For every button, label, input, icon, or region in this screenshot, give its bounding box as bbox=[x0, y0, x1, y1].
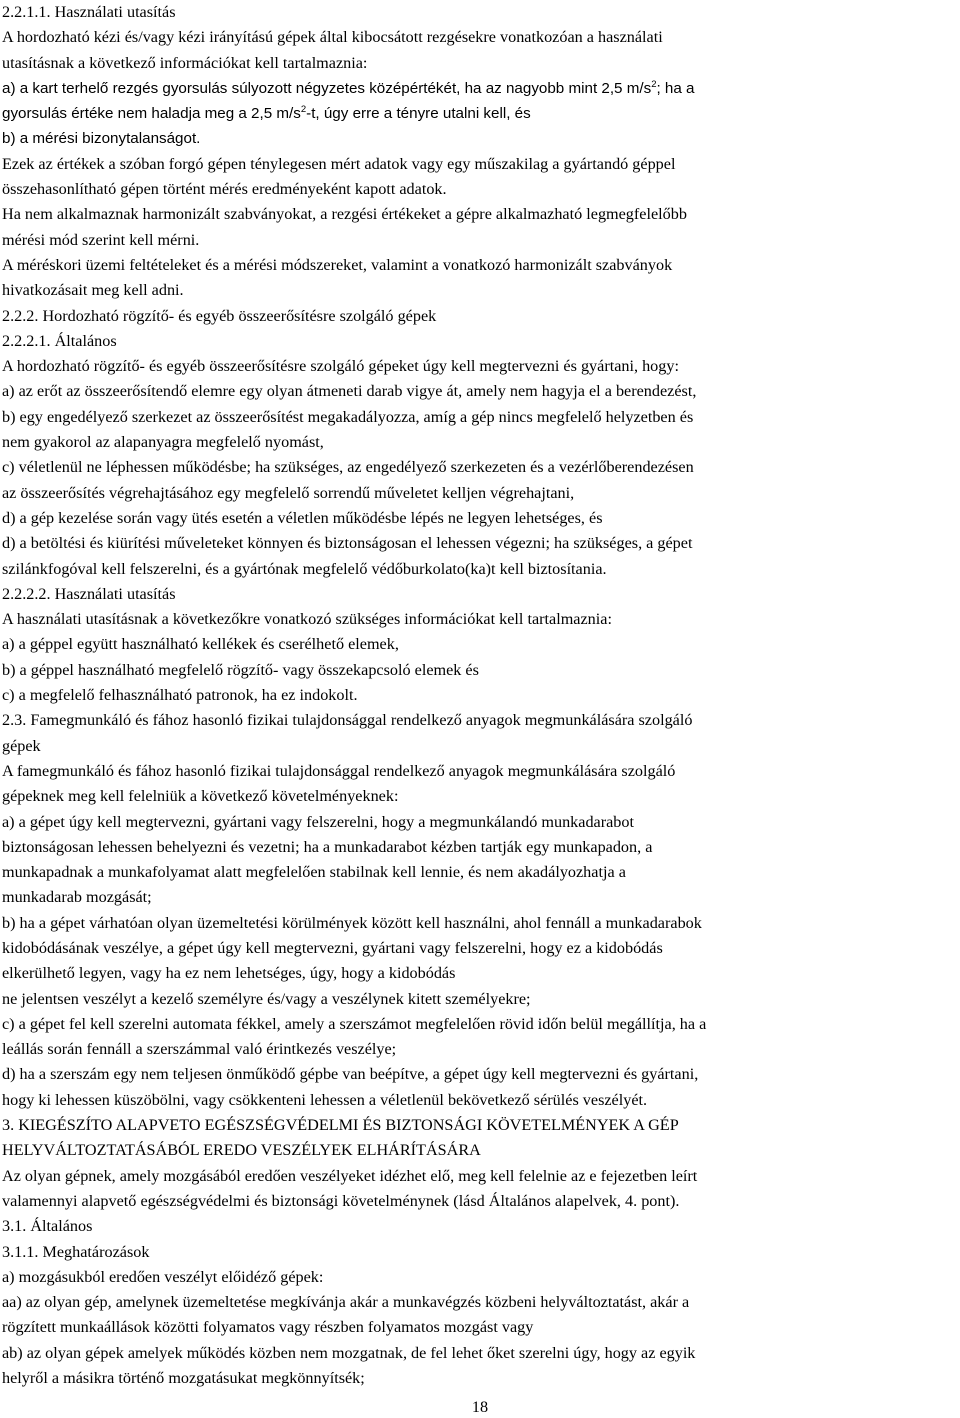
text-line: helyről a másikra történő mozgatásukat megkönnyítsék; bbox=[2, 1369, 365, 1388]
list-item-c: c) a megfelelő felhasználható patronok, ha ez indokolt. bbox=[2, 686, 358, 705]
text-line: gyorsulás értéke nem haladja meg a 2,5 $m/s^2-t$, úgy erre a tényre utalni kell, és bbox=[2, 104, 531, 123]
list-item-c: c) véletlenül ne léphessen működésbe; ha szükséges, az engedélyező szerkezeten és a vezérlőberendezésen bbox=[2, 458, 694, 477]
section-heading-2-2-2-2: 2.2.2.2. Használati utasítás bbox=[2, 584, 176, 603]
section-heading-3-1: 3.1. Általános bbox=[2, 1217, 93, 1236]
section-heading-2-2-2: 2.2.2. Hordozható rögzítő- és egyéb összeerősítésre szolgáló gépek bbox=[2, 306, 437, 325]
text-line: elkerülhető legyen, vagy ha ez nem lehetséges, úgy, hogy a kidobódás bbox=[2, 964, 456, 983]
text-line: mérési mód szerint kell mérni. bbox=[2, 230, 200, 249]
text-line: munkadarab mozgását; bbox=[2, 888, 152, 907]
text-line: hivatkozásait meg kell adni. bbox=[2, 281, 184, 300]
text-line: leállás során fennáll a szerszámmal való érintkezés veszélye; bbox=[2, 1040, 397, 1059]
text-line: összehasonlítható gépen történt mérés eredményeként kapott adatok. bbox=[2, 180, 447, 199]
section-heading-3-cont: HELYVÁLTOZTATÁSÁBÓL EREDO VESZÉLYEK ELHÁRÍTÁSÁRA bbox=[2, 1141, 481, 1160]
list-item-a: a) a gépet úgy kell megtervezni, gyártani vagy felszerelni, hogy a megmunkálandó munkadarabot bbox=[2, 812, 634, 831]
list-item-a: a) mozgásukból eredően veszélyt előidéző gépek: bbox=[2, 1267, 324, 1286]
text-line: Ezek az értékek a szóban forgó gépen ténylegesen mért adatok vagy egy műszakilag a gyártandó géppel bbox=[2, 154, 676, 173]
list-item-b: b) a géppel használható megfelelő rögzítő- vagy összekapcsoló elemek és bbox=[2, 660, 479, 679]
text-line: Ha nem alkalmaznak harmonizált szabványokat, a rezgési értékeket a gépre alkalmazható legmegfelelőbb bbox=[2, 205, 687, 224]
text-line: A méréskori üzemi feltételeket és a mérési módszereket, valamint a vonatkozó harmonizált szabványok bbox=[2, 255, 673, 274]
text-line: gépek bbox=[2, 736, 41, 755]
page-number: 18 bbox=[471, 1398, 489, 1416]
list-item-d: d) a gép kezelése során vagy ütés esetén a véletlen működésbe lépés ne legyen lehetséges, és bbox=[2, 508, 603, 527]
text-line: A használati utasításnak a következőkre vonatkozó szükséges információkat kell tartalmaznia: bbox=[2, 610, 612, 629]
superscript: 2 bbox=[651, 78, 657, 90]
text-line: szilánkfogóval kell felszerelni, és a gyártónak megfelelő védőburkolato(ka)t kell biztosítania. bbox=[2, 559, 607, 578]
list-item-d: d) a betöltési és kiürítési műveleteket könnyen és biztonságosan el lehessen végezni; ha szükséges, a gépet bbox=[2, 534, 693, 553]
text-line: rögzített munkaállások közötti folyamatos vagy részben folyamatos mozgást vagy bbox=[2, 1318, 534, 1337]
document-page bbox=[2, 0, 958, 1391]
section-heading-3-1-1: 3.1.1. Meghatározások bbox=[2, 1242, 150, 1261]
section-heading-2-3: 2.3. Famegmunkáló és fához hasonló fizikai tulajdonsággal rendelkező anyagok megmunkálására szolgáló bbox=[2, 711, 693, 730]
text-line: A famegmunkáló és fához hasonló fizikai tulajdonsággal rendelkező anyagok megmunkálására szolgáló bbox=[2, 761, 676, 780]
text-line: Az olyan gépnek, amely mozgásából eredően veszélyeket idézhet elő, meg kell felelnie az e fejezetben leírt bbox=[2, 1166, 698, 1185]
list-item-b: b) ha a gépet várhatóan olyan üzemeltetési körülmények között kell használni, ahol fennáll a munkadarabok bbox=[2, 913, 702, 932]
section-heading-3: 3. KIEGÉSZÍTO ALAPVETO EGÉSZSÉGVÉDELMI ÉS BIZTONSÁGI KÖVETELMÉNYEK A GÉP bbox=[2, 1116, 679, 1135]
text-line: ne jelentsen veszélyt a kezelő személyre és/vagy a veszélynek kitett személyekre; bbox=[2, 989, 531, 1008]
list-item-aa: aa) az olyan gép, amelynek üzemeltetése megkívánja akár a munkavégzés közbeni helyváltoztatást, akár a bbox=[2, 1293, 690, 1312]
list-item-c: c) a gépet fel kell szerelni automata fékkel, amely a szerszámot megfelelően rövid időn belül megállítja, ha a bbox=[2, 1014, 707, 1033]
text-line: utasításnak a következő információkat kell tartalmaznia: bbox=[2, 53, 368, 72]
text-line: hogy ki lehessen küszöbölni, vagy csökkenteni lehessen a véletlenül bekövetkező sérülés veszélyét. bbox=[2, 1090, 648, 1109]
text-line: kidobódásának veszélye, a gépet úgy kell megtervezni, gyártani vagy felszerelni, hogy ez a kidobódás bbox=[2, 938, 663, 957]
text-line: gépeknek meg kell felelniük a következő követelményeknek: bbox=[2, 787, 399, 806]
text-line: valamennyi alapvető egészségvédelmi és biztonsági követelménynek (lásd Általános alapelvek, 4. pont). bbox=[2, 1191, 680, 1210]
superscript: 2 bbox=[300, 104, 307, 116]
list-item-a: a) a kart terhelő rezgés gyorsulás súlyozott négyzetes középértékét, ha az nagyobb mint 2,5 $m/s^2$; ha a bbox=[2, 78, 695, 97]
text-line: munkapadnak a munkafolyamat alatt megfelelően stabilnak kell lennie, és nem akadályozhatja a bbox=[2, 863, 626, 882]
text-line: A hordozható kézi és/vagy kézi irányítású gépek által kibocsátott rezgésekre vonatkozóan a használati bbox=[2, 28, 663, 47]
section-heading-2-2-2-1: 2.2.2.1. Általános bbox=[2, 331, 117, 350]
text-line: A hordozható rögzítő- és egyéb összeerősítésre szolgáló gépeket úgy kell megtervezni és gyártani, hogy: bbox=[2, 357, 679, 376]
list-item-ab: ab) az olyan gépek amelyek működés közben nem mozgatnak, de fel lehet őket szerelni úgy, hogy az egyik bbox=[2, 1343, 696, 1362]
list-item-a: a) a géppel együtt használható kellékek és cserélhető elemek, bbox=[2, 635, 399, 654]
list-item-b: b) egy engedélyező szerkezet az összeerősítést megakadályozza, amíg a gép nincs megfelelő helyzetben és bbox=[2, 407, 694, 426]
text-line: az összeerősítés végrehajtásához egy megfelelő sorrendű műveletet kelljen végrehajtani, bbox=[2, 483, 575, 502]
list-item-d: d) ha a szerszám egy nem teljesen önműködő gépbe van beépítve, a gépet úgy kell megtervezni és gyártani, bbox=[2, 1065, 699, 1084]
list-item-b: b) a mérési bizonytalanságot. bbox=[2, 130, 201, 148]
text-line: biztonságosan lehessen behelyezni és vezetni; ha a munkadarabot kézben tartják egy munkapadon, a bbox=[2, 837, 653, 856]
list-item-a: a) az erőt az összeerősítendő elemre egy olyan átmeneti darab vigye át, amely nem hagyja el a berendezést, bbox=[2, 382, 697, 401]
section-heading-2-2-1-1: 2.2.1.1. Használati utasítás bbox=[2, 3, 176, 21]
text-line: nem gyakorol az alapanyagra megfelelő nyomást, bbox=[2, 433, 324, 452]
